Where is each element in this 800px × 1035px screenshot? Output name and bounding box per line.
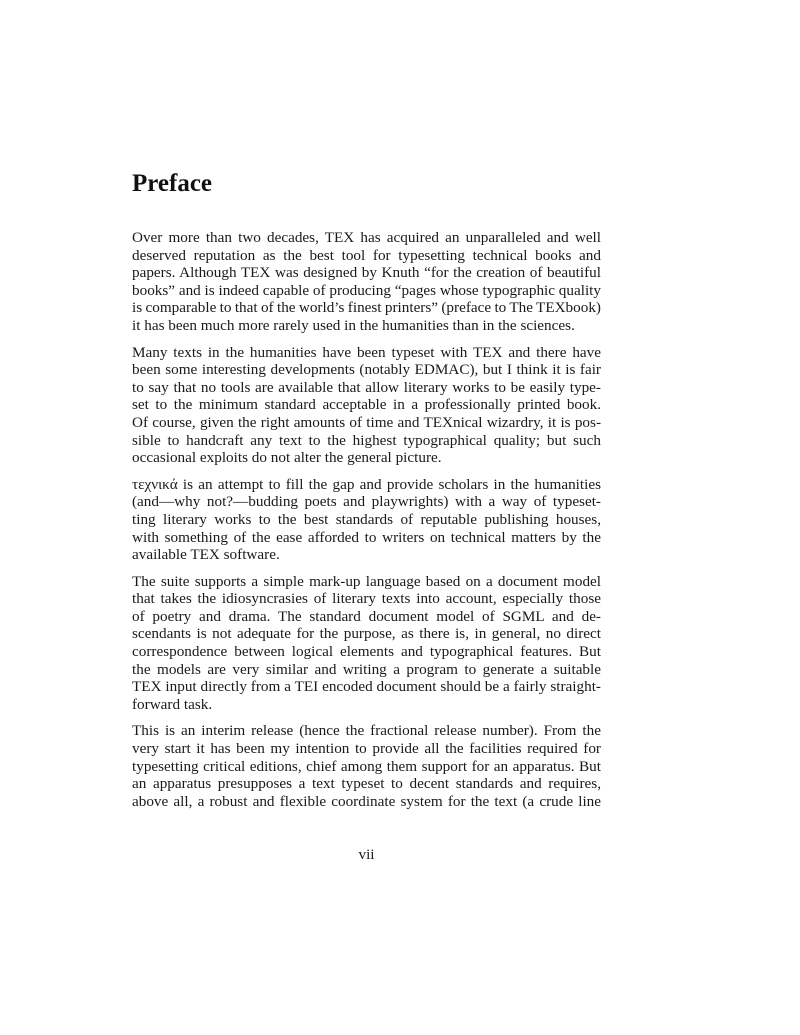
page-title: Preface	[132, 170, 213, 197]
text-line: papers. Although TEX was designed by Knuth “for the creation of beautiful	[132, 264, 601, 282]
text-line: the models are very similar and writing a program to generate a suitable	[132, 660, 601, 678]
paragraph-4	[132, 573, 601, 714]
text-line: (and—why not?—budding poets and playwrights) with a way of typeset-	[132, 493, 601, 511]
text-line: been some interesting developments (notably EDMAC), but I think it is fair	[132, 361, 601, 379]
text-line: Of course, given the right amounts of time and TEXnical wizardry, it is pos-	[132, 413, 601, 431]
text-line: forward task.	[132, 695, 213, 713]
text-line: typesetting critical editions, chief among them support for an apparatus. But	[132, 757, 601, 775]
text-line: very start it has been my intention to provide all the facilities required for	[132, 740, 601, 758]
text-line: an apparatus presupposes a text typeset to decent standards and requires,	[132, 775, 601, 793]
text-line: set to the minimum standard acceptable in a professionally printed book.	[132, 396, 601, 414]
text-line: Many texts in the humanities have been typeset with TEX and there have	[132, 343, 601, 361]
text-line: Over more than two decades, TEX has acquired an unparalleled and well	[132, 229, 601, 246]
page-number: vii	[358, 846, 375, 864]
paragraph-5	[132, 722, 601, 810]
text-line: ting literary works to the best standards of reputable publishing houses,	[132, 510, 601, 528]
text-line: available TEX software.	[132, 546, 280, 564]
paragraph-2	[132, 344, 601, 467]
text-line: it has been much more rarely used in the humanities than in the sciences.	[132, 316, 575, 334]
text-line: that takes the idiosyncrasies of literary texts into account, especially those	[132, 590, 601, 608]
text-line: TEX input directly from a TEI encoded document should be a fairly straight-	[132, 678, 601, 696]
text-line: to say that no tools are available that allow literary works to be easily type-	[132, 378, 601, 396]
text-line: is comparable to that of the world’s finest printers” (preface to The TEXbook)	[132, 299, 601, 317]
text-line: τεχνικά is an attempt to fill the gap and provide scholars in the humanities	[132, 475, 601, 493]
paragraph-3	[132, 476, 601, 564]
text-line: books” and is indeed capable of producing “pages whose typographic quality	[132, 281, 601, 299]
text-line: This is an interim release (hence the fractional release number). From the	[132, 722, 601, 740]
text-line: of poetry and drama. The standard document model of SGML and de-	[132, 607, 601, 625]
text-line: scendants is not adequate for the purpose, as there is, in general, no direct	[132, 625, 601, 643]
text-line: above all, a robust and flexible coordinate system for the text (a crude line	[132, 792, 601, 810]
text-line: occasional exploits do not alter the general picture.	[132, 449, 442, 467]
paragraph-1	[132, 229, 601, 335]
text-line: deserved reputation as the best tool for typesetting technical books and	[132, 246, 601, 264]
text-line: with something of the ease afforded to writers on technical matters by the	[132, 528, 601, 546]
document-page	[132, 0, 601, 864]
text-line: sible to handcraft any text to the highest typographical quality; but such	[132, 431, 601, 449]
text-line: The suite supports a simple mark-up language based on a document model	[132, 572, 601, 590]
text-line: correspondence between logical elements and typographical features. But	[132, 643, 601, 661]
